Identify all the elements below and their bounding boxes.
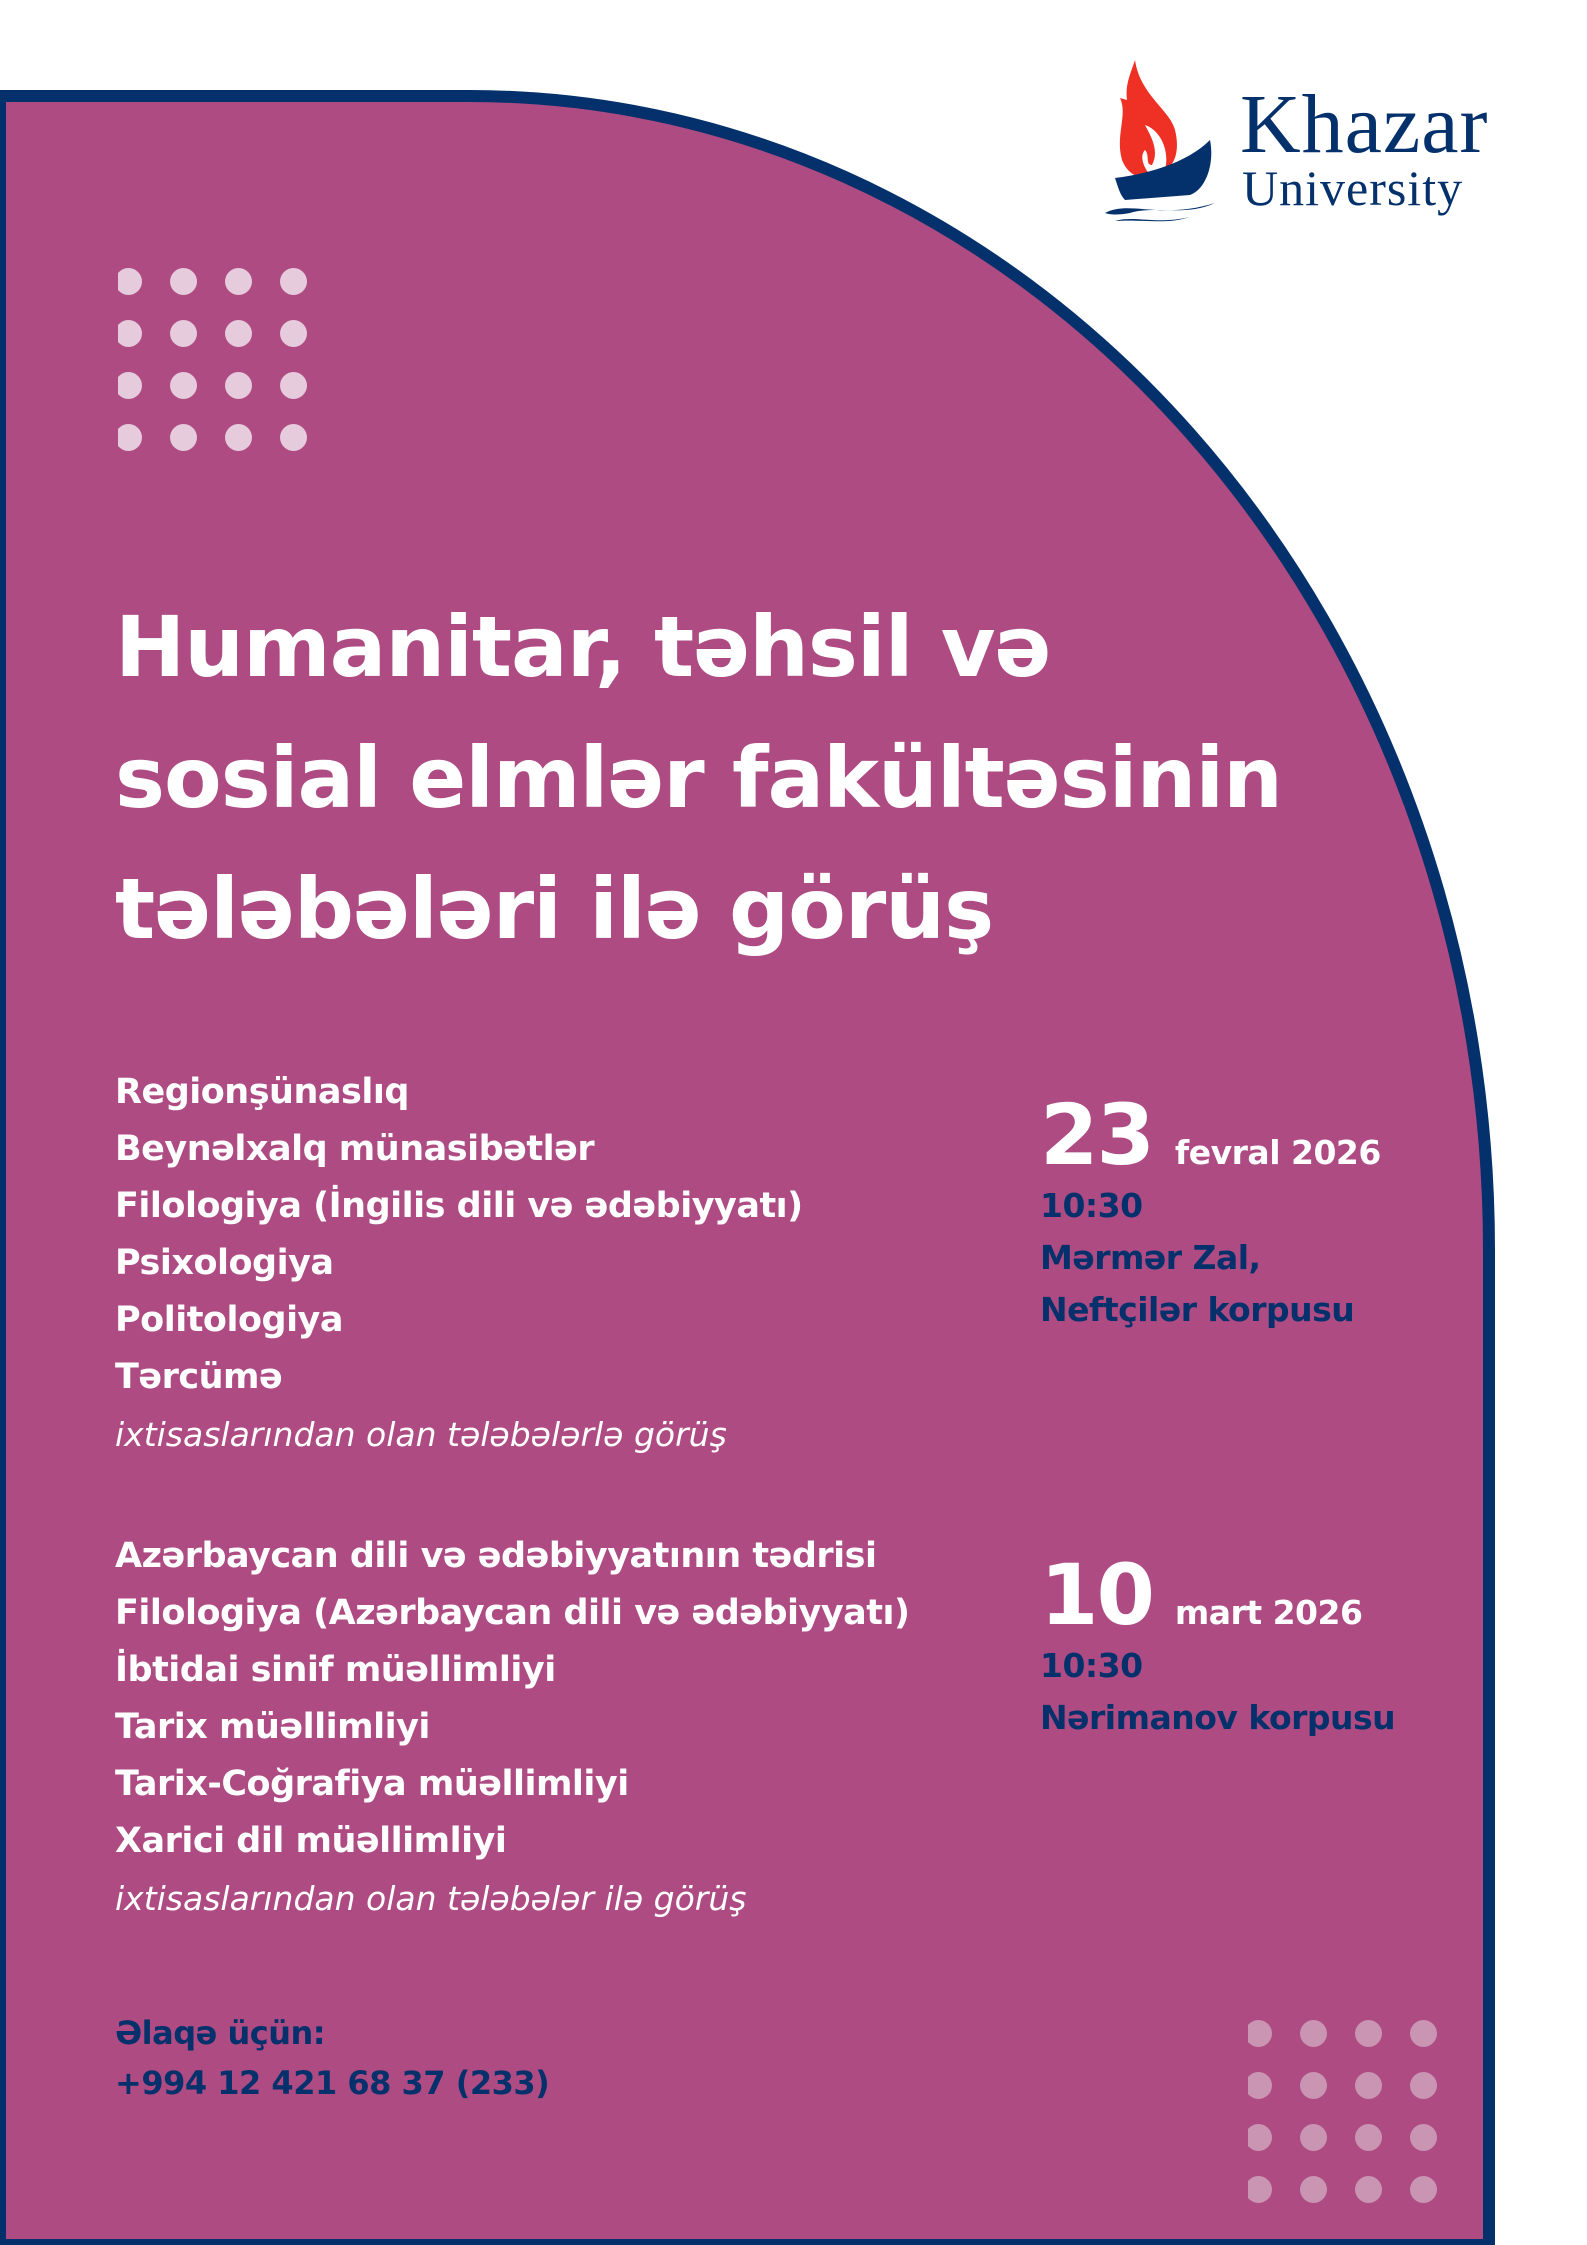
event-day: 10: [1040, 1546, 1153, 1644]
dot-icon: [170, 424, 197, 451]
dot-icon: [1410, 2072, 1437, 2099]
program-item: İbtidai sinif müəllimliyi: [115, 1650, 556, 1690]
event-month-year: mart 2026: [1174, 1593, 1363, 1632]
dot-icon: [1300, 2176, 1327, 2203]
logo-subtitle-text: University: [1242, 160, 1464, 216]
event-day: 23: [1040, 1086, 1153, 1184]
dot-icon: [225, 320, 252, 347]
dot-icon: [1410, 2020, 1437, 2047]
program-item: Filologiya (Azərbaycan dili və ədəbiyyatı): [115, 1593, 910, 1633]
khazar-university-logo: [1100, 55, 1550, 225]
dot-icon: [1245, 2176, 1272, 2203]
dot-icon: [1300, 2072, 1327, 2099]
program-item: Tarix-Coğrafiya müəllimliyi: [115, 1764, 629, 1804]
event-location: Mərmər Zal,: [1040, 1238, 1261, 1277]
session-2-program-list: [115, 1528, 910, 1927]
dot-icon: [1245, 2072, 1272, 2099]
event-time: 10:30: [1040, 1186, 1143, 1225]
dot-icon: [1355, 2176, 1382, 2203]
contact-phone[interactable]: +994 12 421 68 37 (233): [115, 2064, 550, 2102]
event-date: [1040, 1546, 1395, 1644]
session-2-event-info: [1040, 1546, 1396, 1744]
program-item: Xarici dil müəllimliyi: [115, 1821, 507, 1861]
dot-icon: [170, 372, 197, 399]
contact-label: Əlaqə üçün:: [115, 2014, 326, 2052]
dot-icon: [280, 372, 307, 399]
program-item: Filologiya (İngilis dili və ədəbiyyatı): [115, 1186, 803, 1226]
program-item: Tərcümə: [115, 1357, 283, 1397]
dot-icon: [1355, 2020, 1382, 2047]
dot-icon: [115, 372, 142, 399]
dot-icon: [1410, 2176, 1437, 2203]
flame-boat-logo-icon: [1100, 55, 1225, 225]
dot-icon: [1245, 2124, 1272, 2151]
dot-icon: [170, 268, 197, 295]
title-line: Humanitar, təhsil və: [115, 598, 1051, 696]
dot-icon: [225, 372, 252, 399]
dot-icon: [280, 424, 307, 451]
event-date: [1040, 1086, 1381, 1184]
program-item: Psixologiya: [115, 1243, 334, 1283]
program-item: Regionşünaslıq: [115, 1072, 409, 1112]
program-item: Tarix müəllimliyi: [115, 1707, 430, 1747]
session-1-event-info: [1040, 1086, 1381, 1336]
page-title: [115, 582, 1415, 975]
program-item: Azərbaycan dili və ədəbiyyatının tədrisi: [115, 1536, 877, 1576]
dot-icon: [170, 320, 197, 347]
dot-icon: [1355, 2072, 1382, 2099]
dot-icon: [280, 320, 307, 347]
dot-icon: [1300, 2020, 1327, 2047]
dot-icon: [280, 268, 307, 295]
session-note: ixtisaslarından olan tələbələrlə görüş: [115, 1415, 727, 1454]
dot-icon: [1355, 2124, 1382, 2151]
contact-info: [115, 2008, 549, 2108]
dot-icon: [225, 424, 252, 451]
session-1-program-list: [115, 1064, 803, 1463]
dot-icon: [115, 424, 142, 451]
dot-icon: [225, 268, 252, 295]
dot-icon: [1245, 2020, 1272, 2047]
dot-icon: [1300, 2124, 1327, 2151]
event-location: Nərimanov korpusu: [1040, 1698, 1396, 1737]
title-line: tələbələri ilə görüş: [115, 860, 994, 958]
program-item: Beynəlxalq münasibətlər: [115, 1129, 595, 1169]
dot-icon: [115, 320, 142, 347]
decorative-dots-top-left: [115, 268, 307, 451]
logo-name-text: Khazar: [1240, 78, 1489, 171]
session-note: ixtisaslarından olan tələbələr ilə görüş: [115, 1879, 747, 1918]
dot-icon: [115, 268, 142, 295]
dot-icon: [1410, 2124, 1437, 2151]
event-time: 10:30: [1040, 1646, 1143, 1685]
decorative-dots-bottom-right: [1245, 2020, 1437, 2203]
program-item: Politologiya: [115, 1300, 343, 1340]
event-month-year: fevral 2026: [1174, 1133, 1381, 1172]
title-line: sosial elmlər fakültəsinin: [115, 729, 1282, 827]
event-location: Neftçilər korpusu: [1040, 1290, 1355, 1329]
